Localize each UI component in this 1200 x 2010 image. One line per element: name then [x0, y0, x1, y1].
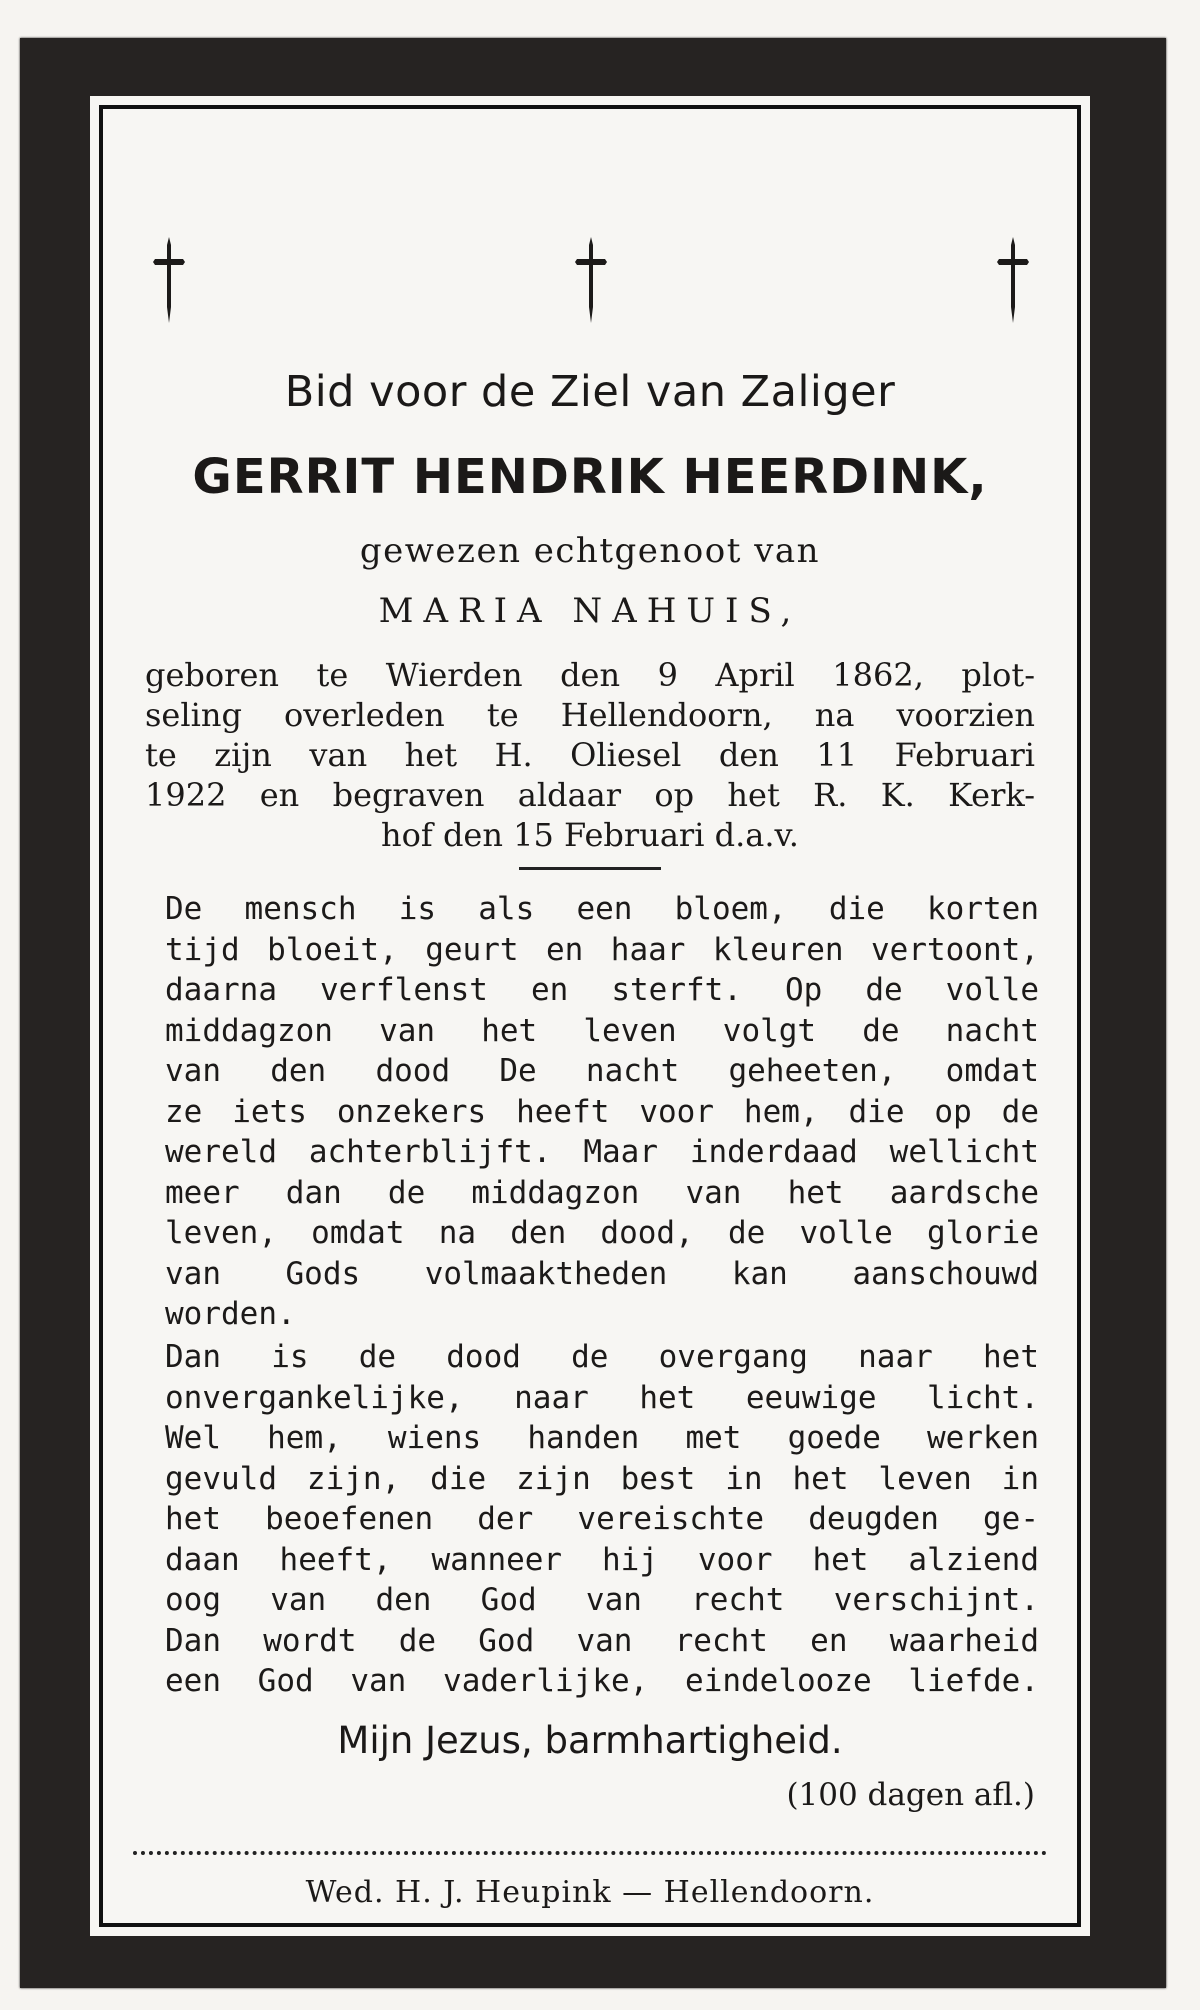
text-line: ze iets onzekers heeft voor hem, die op de: [165, 1093, 1039, 1130]
indulgence-note: (100 dagen afl.): [786, 1777, 1035, 1813]
text-line: meer dan de middagzon van het aardsche: [165, 1174, 1039, 1211]
text-line: oog van den God van recht verschijnt.: [165, 1582, 1039, 1618]
bio-line: geboren te Wierden den 9 April 1862, plot-: [145, 656, 1035, 694]
text-line: daan heeft, wanneer hij voor het alziend: [165, 1541, 1039, 1578]
text-line: van den dood De nacht geheeten, omdat: [165, 1053, 1039, 1089]
text-line: onvergankelijke, naar het eeuwige licht.: [165, 1379, 1039, 1416]
bio-line: 1922 en begraven aldaar op het R. K. Kerk-: [145, 776, 1035, 814]
spouse-intro: gewezen echtgenoot van: [359, 531, 821, 571]
text-line: van Gods volmaaktheden kan aanschouwd: [165, 1255, 1039, 1292]
text-line: Wel hem, wiens handen met goede werken: [165, 1420, 1039, 1456]
bio-line: te zijn van het H. Oliesel den 11 Februari: [145, 736, 1035, 774]
text-line: daarna verflenst en sterft. Op de volle: [165, 972, 1039, 1008]
text-line: worden.: [165, 1296, 296, 1332]
dotted-divider: [133, 1851, 1047, 1855]
meditation-paragraph-1: [165, 889, 1039, 1335]
biography: [145, 655, 1035, 855]
card-content: [93, 99, 1087, 1933]
meditation-paragraph-2: [165, 1337, 1039, 1702]
cross-icon: [571, 235, 611, 325]
spouse-name: MARIA NAHUIS,: [378, 591, 802, 631]
text-line: tijd bloeit, geurt en haar kleuren vertoont,: [165, 931, 1039, 968]
closing-prayer: Mijn Jezus, barmhartigheid.: [337, 1719, 843, 1762]
text-line: De mensch is als een bloem, die korten: [165, 891, 1039, 927]
text-line: Dan is de dood de overgang naar het: [165, 1339, 1039, 1375]
divider: [519, 867, 661, 870]
text-line: wereld achterblijft. Maar inderdaad wellicht: [165, 1134, 1039, 1170]
text-line: een God van vaderlijke, eindelooze liefde.: [165, 1663, 1039, 1699]
printer-credit: Wed. H. J. Heupink — Hellendoorn.: [305, 1875, 875, 1910]
text-line: het beoefenen der vereischte deugden ge-: [165, 1501, 1039, 1537]
cross-icon: [149, 235, 189, 325]
text-line: Dan wordt de God van recht en waarheid: [165, 1622, 1039, 1659]
memorial-card: [20, 38, 1166, 1988]
text-line: middagzon van het leven volgt de nacht: [165, 1012, 1039, 1049]
cross-icon: [993, 235, 1033, 325]
deceased-name: GERRIT HENDRIK HEERDINK,: [192, 449, 988, 505]
card-inner-frame: [90, 96, 1090, 1936]
prayer-heading: Bid voor de Ziel van Zaliger: [284, 367, 896, 417]
text-line: gevuld zijn, die zijn best in het leven in: [165, 1460, 1039, 1497]
bio-line: seling overleden te Hellendoorn, na voorzien: [145, 696, 1035, 734]
text-line: leven, omdat na den dood, de volle glorie: [165, 1215, 1039, 1251]
bio-line: hof den 15 Februari d.a.v.: [381, 816, 799, 854]
